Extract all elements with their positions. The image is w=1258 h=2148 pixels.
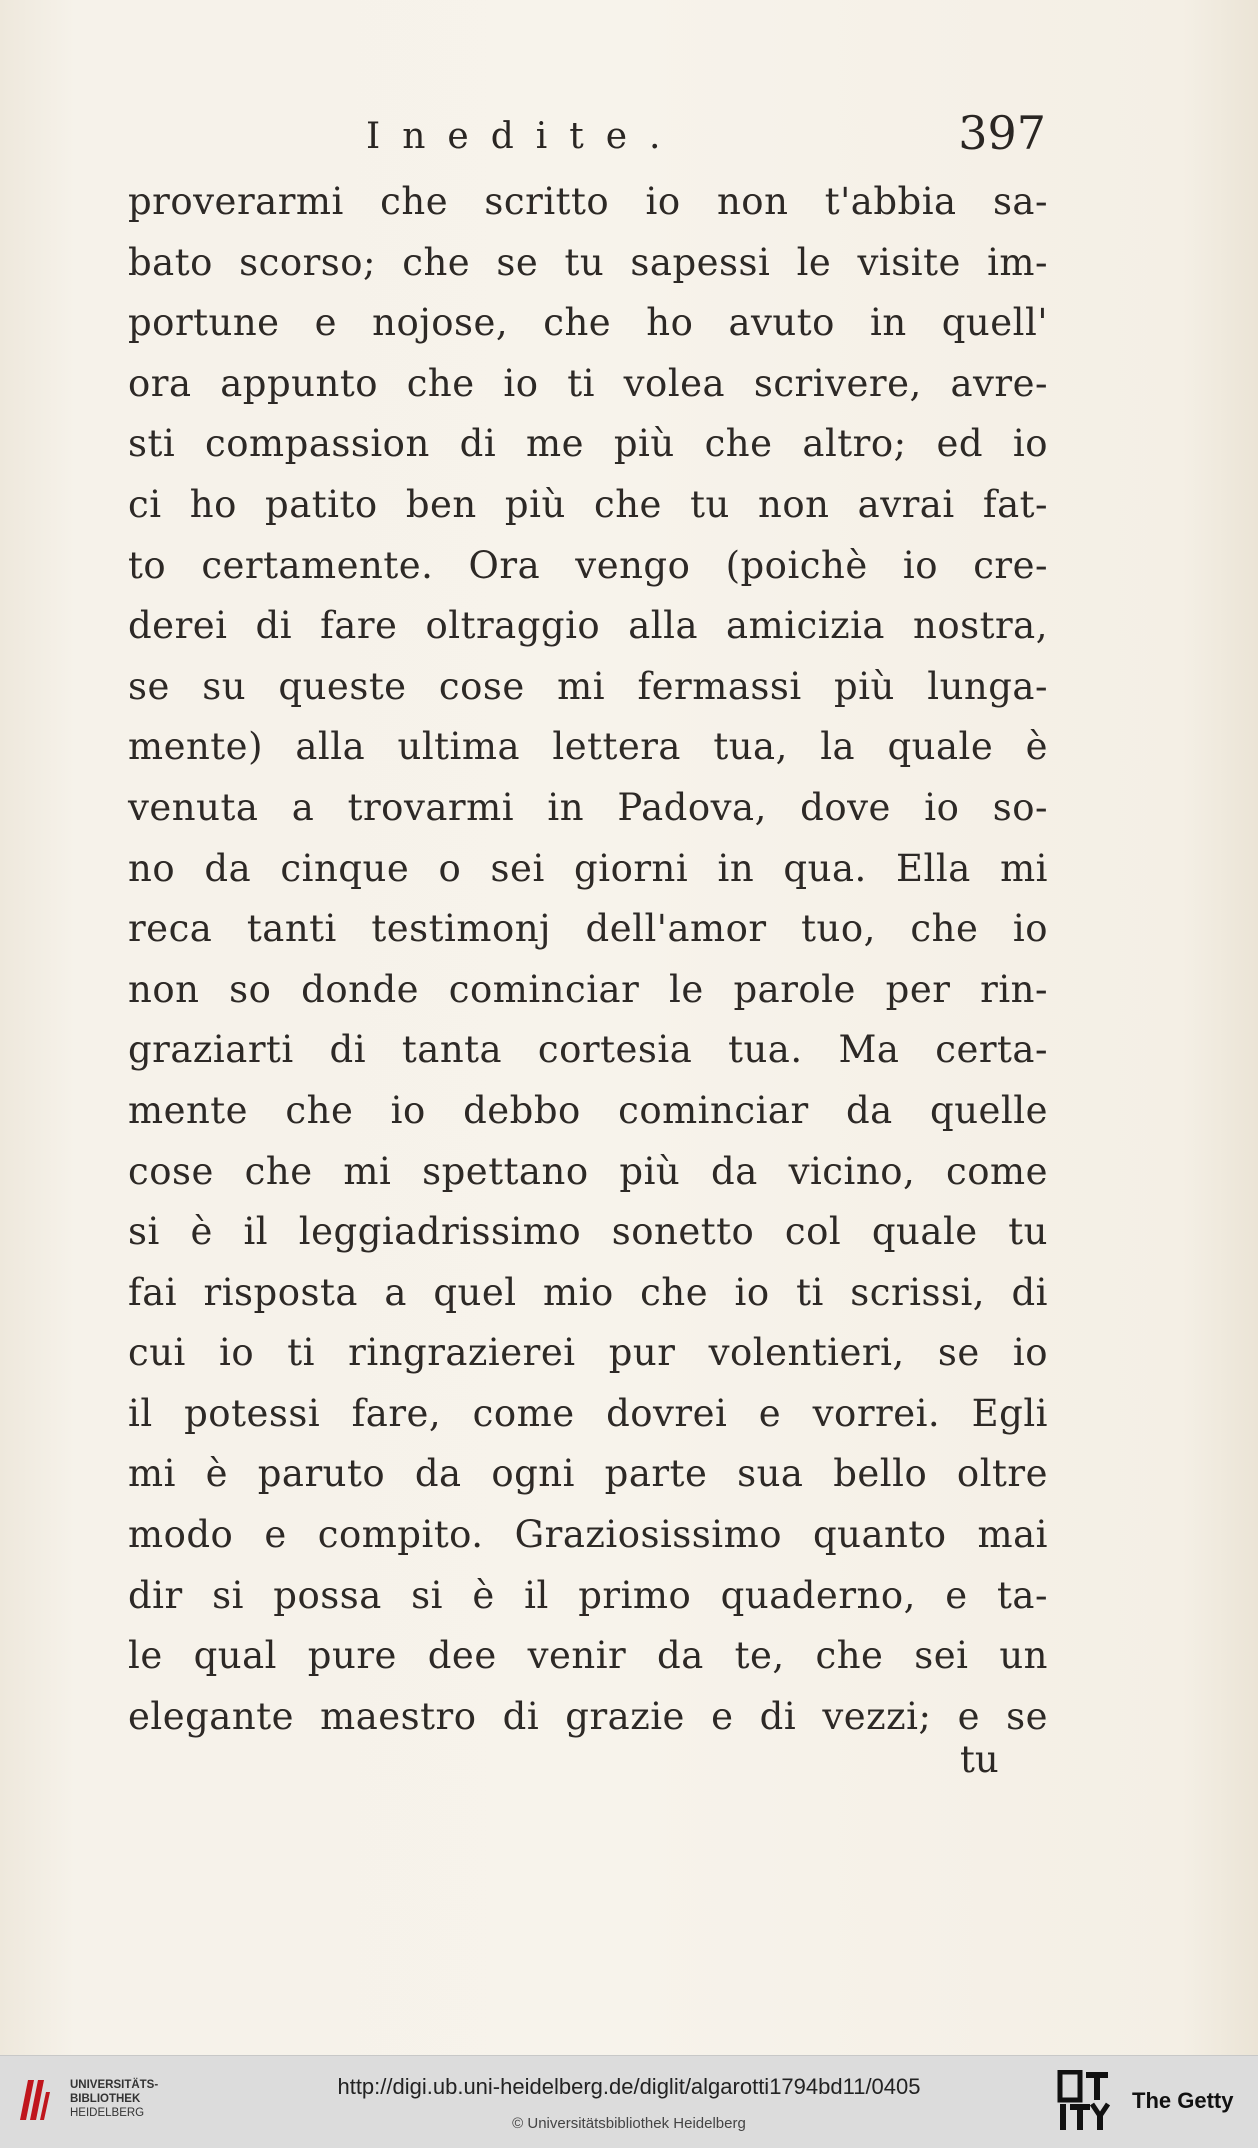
text-line: fai risposta a quel mio che io ti scrissi, di	[128, 1270, 1048, 1314]
text-line: si è il leggiadrissimo sonetto col quale tu	[128, 1210, 1048, 1254]
getty-logo-icon	[1056, 2070, 1112, 2132]
text-line: to certamente. Ora vengo (poichè io cre-	[128, 543, 1048, 587]
text-line: mi è paruto da ogni parte sua bello oltre	[128, 1452, 1048, 1496]
text-line: mente) alla ultima lettera tua, la quale è	[128, 725, 1048, 769]
text-line: sti compassion di me più che altro; ed io	[128, 422, 1048, 466]
viewer-footer	[0, 2055, 1258, 2148]
permalink-url[interactable]: http://digi.ub.uni-heidelberg.de/diglit/algarotti1794bd11/0405	[337, 2074, 921, 2099]
page-number: 397	[958, 106, 1046, 160]
text-line: reca tanti testimonj dell'amor tuo, che io	[128, 907, 1048, 951]
text-line: venuta a trovarmi in Padova, dove io so-	[128, 785, 1048, 829]
library-name: UNIVERSITÄTS- BIBLIOTHEK HEIDELBERG	[70, 2079, 159, 2119]
text-line: ora appunto che io ti volea scrivere, avre-	[128, 361, 1048, 405]
text-line: cose che mi spettano più da vicino, come	[128, 1149, 1048, 1193]
text-line: il potessi fare, come dovrei e vorrei. Egli	[128, 1391, 1048, 1435]
body-text	[128, 172, 1048, 1747]
text-line: modo e compito. Graziosissimo quanto mai	[128, 1513, 1048, 1557]
text-line: portune e nojose, che ho avuto in quell'	[128, 301, 1048, 345]
text-line: dir si possa si è il primo quaderno, e ta-	[128, 1573, 1048, 1617]
text-line: non so donde cominciar le parole per rin-	[128, 967, 1048, 1011]
text-line: no da cinque o sei giorni in qua. Ella mi	[128, 846, 1048, 890]
text-line: ci ho patito ben più che tu non avrai fat-	[128, 482, 1048, 526]
partner-name: The Getty	[1132, 2088, 1234, 2113]
copyright-notice: © Universitätsbibliothek Heidelberg	[512, 2115, 746, 2132]
running-head	[366, 106, 1046, 172]
text-line: proverarmi che scritto io non t'abbia sa-	[128, 180, 1048, 223]
text-line: mente che io debbo cominciar da quelle	[128, 1088, 1048, 1132]
text-line: le qual pure dee venir da te, che sei un	[128, 1634, 1048, 1678]
text-line: cui io ti ringrazierei pur volentieri, se io	[128, 1331, 1048, 1375]
text-line: se su queste cose mi fermassi più lunga-	[128, 664, 1048, 708]
text-line: derei di fare oltraggio alla amicizia nostra,	[128, 604, 1048, 648]
text-line: bato scorso; che se tu sapessi le visite im-	[128, 240, 1048, 284]
text-line: graziarti di tanta cortesia tua. Ma certa-	[128, 1028, 1048, 1072]
catchword: tu	[960, 1738, 999, 1781]
running-head-title: Inedite.	[366, 116, 683, 157]
text-line: elegante maestro di grazie e di vezzi; e se	[128, 1694, 1048, 1738]
